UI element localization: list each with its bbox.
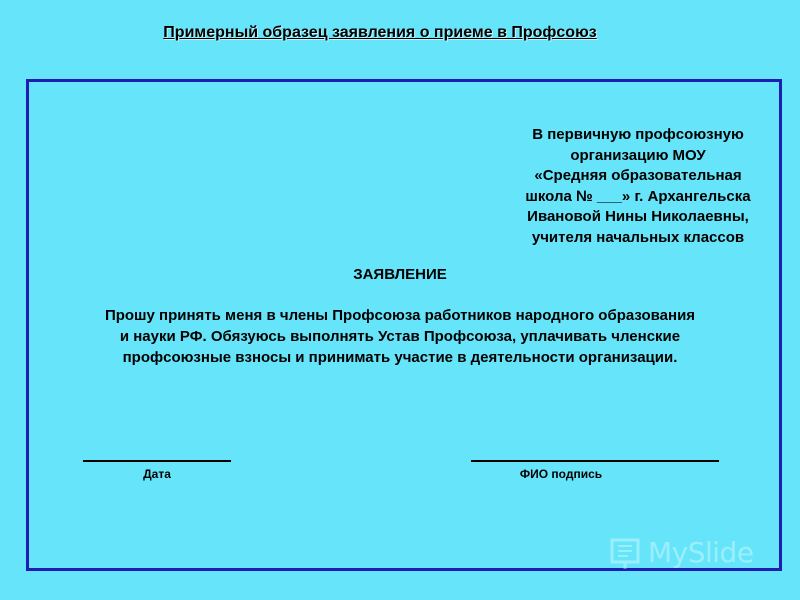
statement-heading: ЗАЯВЛЕНИЕ (353, 266, 447, 283)
date-signature-line (83, 460, 231, 462)
name-signature-label: ФИО подпись (519, 467, 603, 481)
addressee-line: Ивановой Нины Николаевны, (527, 208, 749, 225)
date-label: Дата (143, 467, 171, 481)
addressee-line: школа № ___» г. Архангельска (525, 187, 751, 205)
body-line: и науки РФ. Обязуюсь выполнять Устав Профсоюза, уплачивать членские (119, 328, 681, 345)
watermark-logo (606, 532, 786, 576)
body-line: Прошу принять меня в члены Профсоюза работников народного образования (104, 307, 696, 324)
watermark-text: MySlide (648, 536, 754, 569)
body-line: профсоюзные взносы и принимать участие в деятельности организации. (122, 349, 678, 366)
statement-body (40, 305, 760, 368)
addressee-line: организацию МОУ (570, 146, 706, 164)
name-signature-line (471, 460, 719, 462)
page-title: Примерный образец заявления о приеме в Профсоюз (163, 24, 597, 41)
watermark-icon (606, 532, 646, 572)
addressee-line: учителя начальных классов (531, 228, 745, 246)
addressee-block (493, 125, 783, 248)
addressee-line: В первичную профсоюзную (532, 126, 744, 143)
addressee-line: «Средняя образовательная (534, 167, 742, 184)
